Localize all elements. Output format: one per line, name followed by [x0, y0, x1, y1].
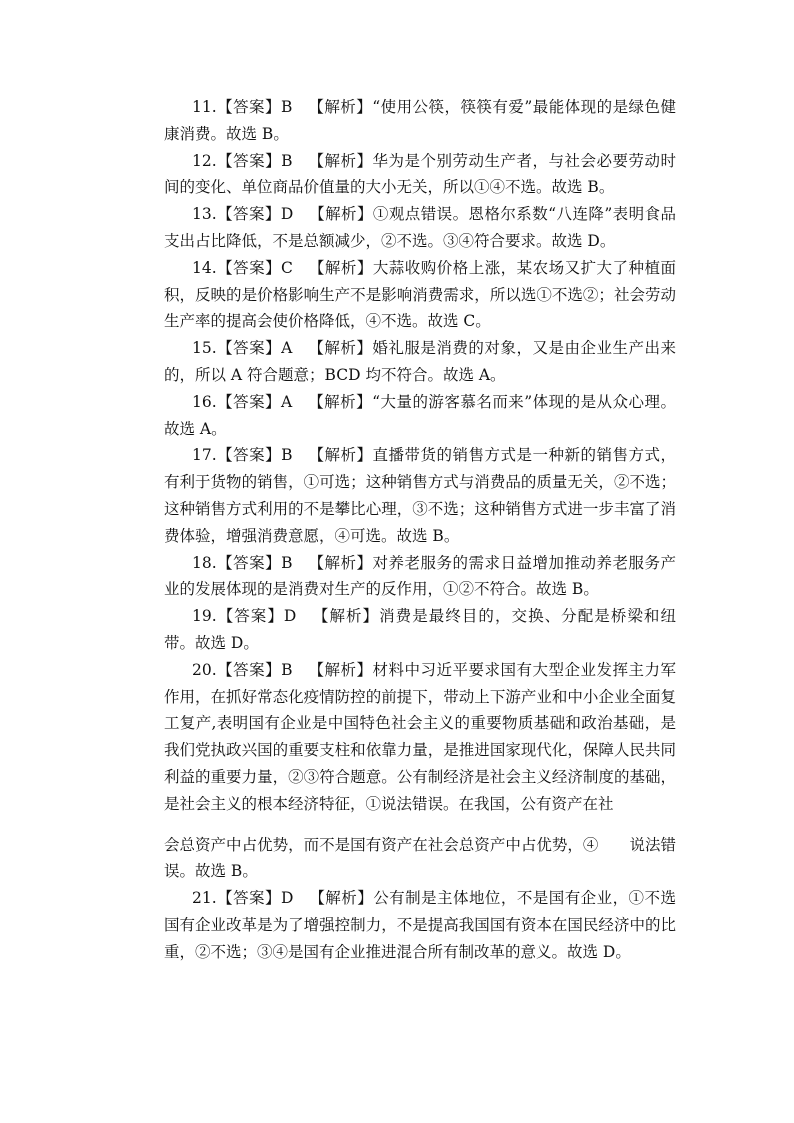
answer-item-19 — [164, 603, 676, 657]
analysis-text: 消费是最终目的，交换、分配是桥梁和纽带。故选 D。 — [164, 607, 676, 652]
answer-item-11 — [164, 94, 676, 148]
question-number: 17. — [192, 446, 217, 465]
answer-label: 【答案】B — [216, 151, 293, 170]
question-number: 16. — [192, 392, 217, 411]
analysis-text: 直播带货的销售方式是一种新的销售方式，有利于货物的销售，①可选；这种销售方式与消费品的质量无关，②不选；这种销售方式利用的不是攀比心理，③不选；这种销售方式进一步丰富了消费体验，增强消费意愿，④可选。故选 B。 — [164, 446, 676, 545]
answer-label: 【答案】B — [216, 446, 293, 465]
analysis-label: 【解析】 — [308, 660, 373, 679]
analysis-text: “使用公筷，筷筷有爱”最能体现的是绿色健康消费。故选 B。 — [164, 98, 676, 143]
question-number: 20. — [192, 660, 217, 679]
answer-item-18 — [164, 550, 676, 604]
answer-label: 【答案】B — [216, 660, 293, 679]
analysis-label: 【解析】 — [308, 205, 373, 224]
answer-label: 【答案】B — [216, 98, 293, 116]
analysis-text: “大量的游客慕名而来”体现的是从众心理。故选 A。 — [164, 392, 676, 438]
analysis-text: 大蒜收购价格上涨，某农场又扩大了种植面积，反映的是价格影响生产不是影响消费需求，所以选①不选②；社会劳动生产率的提高会使价格降低，④不选。故选 C。 — [164, 258, 676, 331]
answer-item-12 — [164, 148, 676, 202]
analysis-label: 【解析】 — [307, 339, 373, 358]
analysis-label: 【解析】 — [308, 553, 373, 572]
analysis-text: 会总资产中占优势，而不是国有资产在社会总资产中占优势，④ 说法错误。故选 B。 — [164, 835, 676, 881]
analysis-text: 材料中习近平要求国有大型企业发挥主力军作用，在抓好常态化疫情防控的前提下，带动上下游产业和中小企业全面复工复产,表明国有企业是中国特色社会主义的重要物质基础和政治基础，是我们党执政兴国的重要支柱和依靠力量，是推进国家现代化，保障人民共同利益的重要力量，②③符合题意。公有制经济是社会主义经济制度的基础，是社会主义的根本经济特征，①说法错误。在我国，公有资产在社 — [164, 660, 676, 813]
question-number: 19. — [192, 607, 217, 626]
analysis-label: 【解析】 — [311, 607, 380, 626]
answer-item-13 — [164, 201, 676, 255]
question-number: 15. — [192, 339, 217, 358]
answer-item-20 — [164, 657, 676, 818]
analysis-label: 【解析】 — [307, 392, 373, 411]
answer-label: 【答案】A — [216, 392, 293, 411]
answer-explanations — [164, 94, 676, 966]
analysis-label: 【解析】 — [308, 889, 374, 908]
question-number: 13. — [192, 205, 217, 224]
answer-label: 【答案】D — [216, 889, 294, 908]
answer-label: 【答案】C — [216, 258, 293, 277]
answer-label: 【答案】A — [216, 339, 293, 358]
analysis-text: ①观点错误。恩格尔系数“八连降”表明食品支出占比降低，不是总额减少，②不选。③④符合要求。故选 D。 — [164, 205, 676, 250]
analysis-label: 【解析】 — [308, 151, 373, 170]
analysis-text: 公有制是主体地位，不是国有企业，①不选国有企业改革是为了增强控制力，不是提高我国国有资本在国民经济中的比重，②不选；③④是国有企业推进混合所有制改革的意义。故选 D。 — [164, 889, 676, 961]
answer-label: 【答案】D — [216, 205, 294, 224]
analysis-text: 婚礼服是消费的对象，又是由企业生产出来的，所以 A 符合题意；BCD 均不符合。故选 A。 — [164, 339, 676, 384]
question-number: 14. — [192, 258, 217, 277]
question-number: 11. — [192, 98, 217, 116]
answer-label: 【答案】B — [216, 553, 293, 572]
analysis-label: 【解析】 — [307, 98, 373, 116]
answer-item-15 — [164, 335, 676, 389]
question-number: 12. — [192, 151, 217, 170]
answer-label: 【答案】D — [216, 607, 297, 626]
question-number: 18. — [192, 553, 217, 572]
answer-item-16 — [164, 389, 676, 443]
answer-item-21 — [164, 885, 676, 965]
analysis-text: 对养老服务的需求日益增加推动养老服务产业的发展体现的是消费对生产的反作用，①②不符合。故选 B。 — [164, 553, 676, 599]
analysis-label: 【解析】 — [308, 258, 373, 277]
answer-item-17 — [164, 442, 676, 549]
answer-item-14 — [164, 255, 676, 335]
question-number: 21. — [192, 889, 217, 908]
analysis-label: 【解析】 — [308, 446, 373, 465]
answer-item-20-continued — [164, 832, 676, 886]
analysis-text: 华为是个别劳动生产者，与社会必要劳动时间的变化、单位商品价值量的大小无关，所以①④不选。故选 B。 — [164, 151, 676, 197]
